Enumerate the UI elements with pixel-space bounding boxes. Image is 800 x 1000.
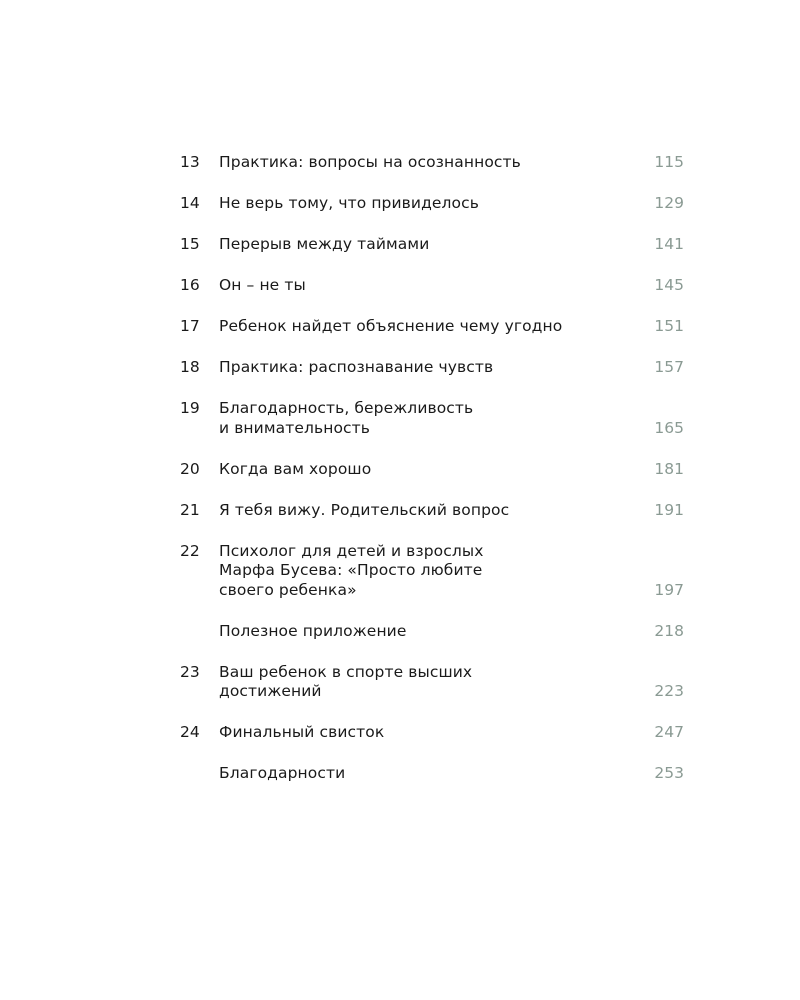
toc-entry[interactable] [180,235,684,255]
chapter-title: Полезное приложение [219,621,407,640]
toc-entry[interactable] [180,663,684,702]
chapter-number: 20 [180,459,200,478]
toc-entry[interactable] [180,460,684,480]
chapter-number: 24 [180,723,200,741]
page-number: 157 [654,358,684,376]
toc-entry[interactable] [180,399,684,438]
chapter-title: Практика: распознавание чувств [219,358,494,376]
chapter-title: Он – не ты [219,276,306,294]
chapter-title: Ваш ребенок в спорте высших достижений [219,662,473,700]
toc-entry[interactable] [180,501,684,521]
chapter-number: 23 [180,662,200,681]
page-number: 141 [654,235,684,253]
chapter-title: Не верь тому, что привиделось [219,194,479,212]
chapter-number: 21 [180,500,200,519]
chapter-number: 16 [180,276,200,294]
chapter-number: 19 [180,399,200,417]
page-number: 218 [654,621,684,640]
page-number: 165 [654,418,684,437]
page-number: 181 [654,459,684,478]
table-of-contents [180,153,684,805]
page-number: 223 [654,682,684,700]
page-number: 191 [654,500,684,519]
chapter-number: 17 [180,317,200,335]
page-number: 115 [654,153,684,171]
chapter-title: Психолог для детей и взрослых Марфа Бусева: «Просто любите своего ребенка» [219,541,484,599]
chapter-title: Благодарности [219,764,346,782]
toc-entry[interactable] [180,276,684,296]
toc-entry[interactable] [180,153,684,173]
chapter-number: 22 [180,541,200,560]
chapter-number: 18 [180,358,200,376]
toc-entry[interactable] [180,542,684,601]
toc-entry[interactable] [180,764,684,784]
chapter-title: Ребенок найдет объяснение чему угодно [219,317,563,335]
page-number: 253 [654,764,684,782]
chapter-title: Практика: вопросы на осознанность [219,153,521,171]
chapter-number: 15 [180,235,200,253]
page-number: 247 [654,723,684,741]
chapter-number: 13 [180,153,200,171]
chapter-title: Когда вам хорошо [219,459,372,478]
page-number: 145 [654,276,684,294]
toc-entry[interactable] [180,317,684,337]
toc-entry[interactable] [180,622,684,642]
page-number: 151 [654,317,684,335]
toc-entry[interactable] [180,194,684,214]
chapter-title: Финальный свисток [219,723,385,741]
chapter-number: 14 [180,194,200,212]
chapter-title: Благодарность, бережливость и внимательность [219,399,474,437]
chapter-title: Перерыв между таймами [219,235,430,253]
chapter-title: Я тебя вижу. Родительский вопрос [219,500,510,519]
toc-entry[interactable] [180,358,684,378]
page-number: 197 [654,580,684,599]
page-number: 129 [654,194,684,212]
toc-entry[interactable] [180,723,684,743]
